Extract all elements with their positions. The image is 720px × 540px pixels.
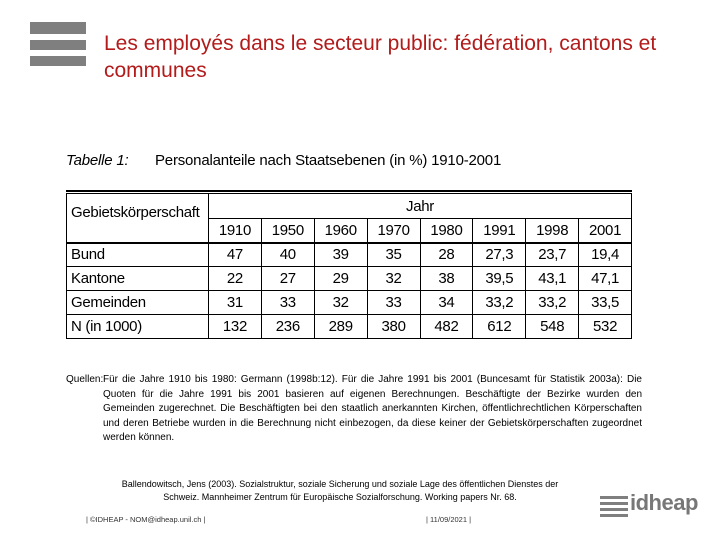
year-header: 2001	[579, 219, 632, 243]
table-cell: 23,7	[526, 243, 579, 267]
reference-line-2: Schweiz. Mannheimer Zentrum für Europäische Sozialforschung. Working papers Nr. 68.	[163, 492, 517, 502]
table-cell: 35	[367, 243, 420, 267]
table-row	[67, 291, 632, 315]
table-top-rule	[66, 190, 632, 192]
table-cell: 39,5	[473, 267, 526, 291]
table-cell: 27	[261, 267, 314, 291]
year-header: 1991	[473, 219, 526, 243]
table-cell: 482	[420, 315, 473, 339]
table-row	[67, 267, 632, 291]
table-cell: 548	[526, 315, 579, 339]
table-cell: 612	[473, 315, 526, 339]
table-caption	[66, 152, 502, 169]
table-cell: 29	[314, 267, 367, 291]
row-header-label: Gebietskörperschaft	[67, 194, 209, 243]
table-cell: 43,1	[526, 267, 579, 291]
table-cell: 33,2	[473, 291, 526, 315]
row-label: Gemeinden	[67, 291, 209, 315]
table-cell: 132	[209, 315, 262, 339]
table-cell: 33,5	[579, 291, 632, 315]
table-cell: 33,2	[526, 291, 579, 315]
page-title: Les employés dans le secteur public: fédération, cantons et communes	[104, 32, 657, 82]
logo-lines-icon	[600, 496, 628, 520]
row-label: N (in 1000)	[67, 315, 209, 339]
table-cell: 34	[420, 291, 473, 315]
table-cell: 40	[261, 243, 314, 267]
table-cell: 27,3	[473, 243, 526, 267]
table-cell: 32	[314, 291, 367, 315]
table-row	[67, 315, 632, 339]
year-header: 1910	[209, 219, 262, 243]
table-cell: 532	[579, 315, 632, 339]
year-header: 1970	[367, 219, 420, 243]
table-cell: 33	[367, 291, 420, 315]
year-header: 1980	[420, 219, 473, 243]
table-cell: 380	[367, 315, 420, 339]
logo-bars	[30, 22, 86, 72]
table-cell: 289	[314, 315, 367, 339]
table-cell: 31	[209, 291, 262, 315]
table-cell: 39	[314, 243, 367, 267]
table-cell: 47,1	[579, 267, 632, 291]
year-header: 1960	[314, 219, 367, 243]
table-row	[67, 243, 632, 267]
table-cell: 236	[261, 315, 314, 339]
sources-label: Quellen:	[66, 374, 104, 385]
data-table	[66, 193, 632, 339]
reference-citation	[70, 478, 610, 504]
year-header: 1950	[261, 219, 314, 243]
sources-text: Für die Jahre 1910 bis 1980: Germann (1998b:12). Für die Jahre 1991 bis 2001 (Buncesamt für Statistik 2003a): Die Quoten für die Jahre 1991 bis 2001 basieren auf eigenen Berechnungen. Beschäftigte der Bezirke wurden den Gemeinden zugerechnet. Die Beschäftigten bei den staatlich anerkannten Kirchen, öffentlichrechtlichen Körperschaften und deren Betriebe wurden in die Berechnung nicht einbezogen, da diese keiner der Gebietskörperschaften zugeordnet werden können.	[103, 374, 642, 443]
reference-line-1: Ballendowitsch, Jens (2003). Sozialstruktur, soziale Sicherung und soziale Lage des öffentlichen Dienstes der	[121, 479, 559, 489]
group-header-jahr: Jahr	[209, 194, 632, 219]
caption-text: Personalanteile nach Staatsebenen (in %) 1910-2001	[155, 152, 502, 169]
caption-label: Tabelle 1:	[66, 152, 129, 169]
row-label: Bund	[67, 243, 209, 267]
sources-note	[66, 373, 642, 446]
table-cell: 38	[420, 267, 473, 291]
table-cell: 19,4	[579, 243, 632, 267]
row-label: Kantone	[67, 267, 209, 291]
footer-contact: | ©IDHEAP - NOM@idheap.unil.ch |	[86, 515, 206, 524]
footer-date: | 11/09/2021 |	[426, 515, 472, 524]
table-cell: 22	[209, 267, 262, 291]
table-cell: 47	[209, 243, 262, 267]
table-cell: 32	[367, 267, 420, 291]
year-header: 1998	[526, 219, 579, 243]
table-cell: 33	[261, 291, 314, 315]
table-cell: 28	[420, 243, 473, 267]
logo-wordmark: idheap	[630, 490, 698, 515]
